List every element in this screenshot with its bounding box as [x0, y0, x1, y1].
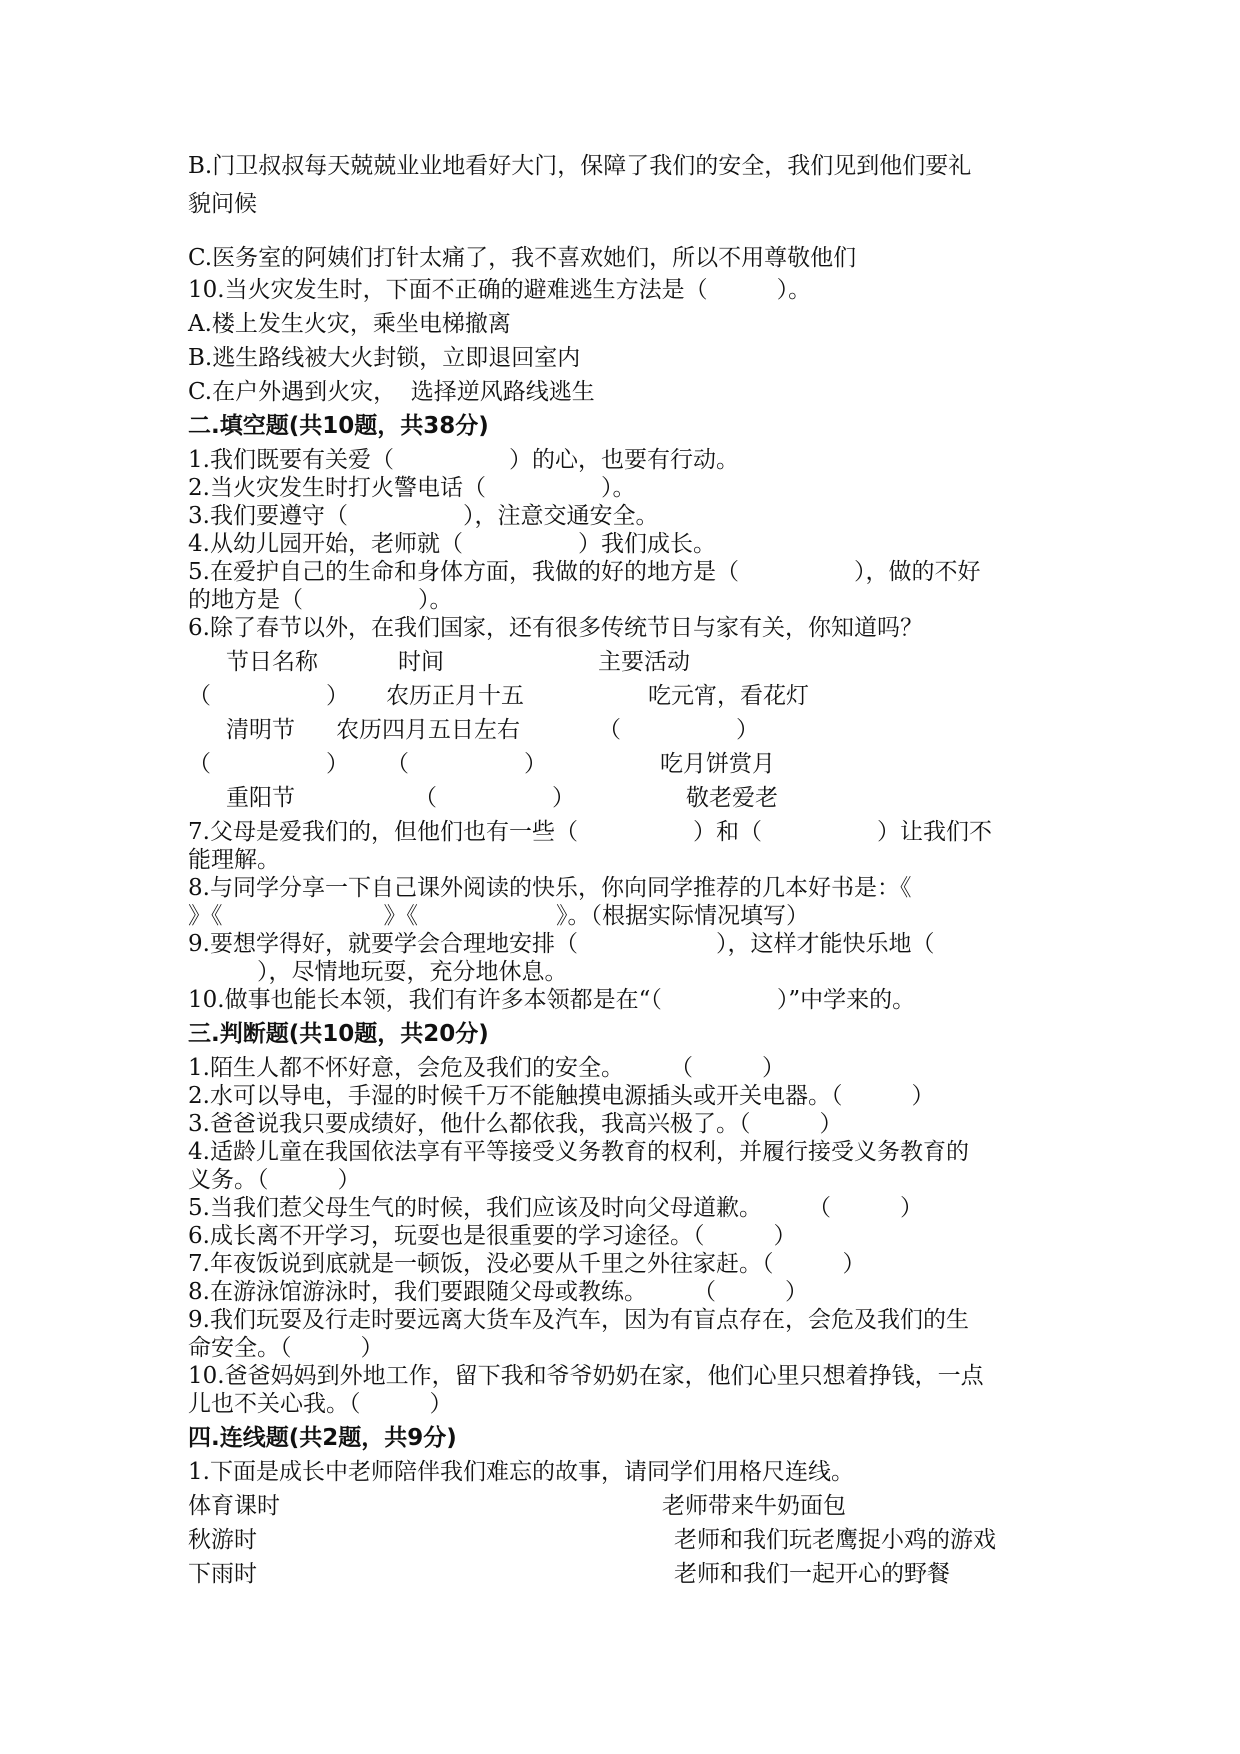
s3-q7: 7.年夜饭说到底就是一顿饭，没必要从千里之外往家赶。（ ） [188, 1251, 866, 1277]
match-right-item: 老师和我们玩老鹰捉小鸡的游戏 [674, 1527, 996, 1553]
table-header-name: 节日名称 [226, 649, 318, 675]
s3-q4-line1: 4.适龄儿童在我国依法享有平等接受义务教育的权利，并履行接受义务教育的 [188, 1139, 969, 1165]
table-header-time: 时间 [398, 649, 444, 675]
table-cell: 吃元宵，看花灯 [648, 683, 809, 709]
q10-option-b: B.逃生路线被大火封锁，立即退回室内 [188, 345, 581, 371]
match-right-item: 老师带来牛奶面包 [662, 1493, 846, 1519]
section3-title: 三.判断题(共10题，共20分) [188, 1021, 489, 1047]
q9-option-b-line2: 貌问候 [188, 191, 257, 217]
table-cell: 吃月饼赏月 [660, 751, 775, 777]
table-cell: 农历四月五日左右 [336, 717, 520, 743]
section4-title: 四.连线题(共2题，共9分) [188, 1425, 457, 1451]
s3-q6: 6.成长离不开学习，玩耍也是很重要的学习途径。（ ） [188, 1223, 797, 1249]
s2-q7-line2: 能理解。 [188, 847, 280, 873]
q9-option-b-line1: B.门卫叔叔每天兢兢业业地看好大门，保障了我们的安全，我们见到他们要礼 [188, 153, 972, 179]
q10-option-c: C.在户外遇到火灾， 选择逆风路线逃生 [188, 379, 595, 405]
match-left-item: 体育课时 [188, 1493, 280, 1519]
s2-q5-line2: 的地方是（ ）。 [188, 587, 453, 613]
s3-q10-line1: 10.爸爸妈妈到外地工作，留下我和爷爷奶奶在家，他们心里只想着挣钱，一点 [188, 1363, 984, 1389]
match-right-item: 老师和我们一起开心的野餐 [674, 1561, 950, 1587]
s2-q8-line2: 》《 》《 》。（根据实际情况填写） [188, 903, 809, 929]
s3-q10-line2: 儿也不关心我。（ ） [188, 1391, 453, 1417]
section2-title: 二.填空题(共10题，共38分) [188, 413, 489, 439]
s3-q9-line2: 命安全。（ ） [188, 1335, 384, 1361]
s3-q5: 5.当我们惹父母生气的时候，我们应该及时向父母道歉。 （ ） [188, 1195, 923, 1221]
s3-q3: 3.爸爸说我只要成绩好，他什么都依我，我高兴极了。（ ） [188, 1111, 843, 1137]
q9-option-c: C.医务室的阿姨们打针太痛了，我不喜欢她们，所以不用尊敬他们 [188, 245, 857, 271]
table-cell: （ ） [414, 785, 575, 811]
s3-q8: 8.在游泳馆游泳时，我们要跟随父母或教练。 （ ） [188, 1279, 808, 1305]
s2-q6: 6.除了春节以外，在我们国家，还有很多传统节日与家有关，你知道吗？ [188, 615, 923, 641]
table-cell: 农历正月十五 [386, 683, 524, 709]
s2-q4: 4.从幼儿园开始，老师就（ ）我们成长。 [188, 531, 716, 557]
s3-q4-line2: 义务。（ ） [188, 1167, 361, 1193]
s3-q9-line1: 9.我们玩耍及行走时要远离大货车及汽车，因为有盲点存在，会危及我们的生 [188, 1307, 969, 1333]
q10-option-a: A.楼上发生火灾，乘坐电梯撤离 [188, 311, 511, 337]
s2-q1: 1.我们既要有关爱（ ）的心，也要有行动。 [188, 447, 739, 473]
match-left-item: 秋游时 [188, 1527, 257, 1553]
s2-q9-line2: ），尽情地玩耍，充分地休息。 [188, 959, 568, 985]
table-cell: 清明节 [226, 717, 295, 743]
s2-q5-line1: 5.在爱护自己的生命和身体方面，我做的好的地方是（ ），做的不好 [188, 559, 981, 585]
s3-q1: 1.陌生人都不怀好意，会危及我们的安全。 （ ） [188, 1055, 785, 1081]
s2-q7-line1: 7.父母是爱我们的，但他们也有一些（ ）和（ ）让我们不 [188, 819, 992, 845]
s3-q2: 2.水可以导电，手湿的时候千万不能触摸电源插头或开关电器。（ ） [188, 1083, 935, 1109]
s2-q10: 10.做事也能长本领，我们有许多本领都是在“（ ）”中学来的。 [188, 987, 916, 1013]
s2-q8-line1: 8.与同学分享一下自己课外阅读的快乐，你向同学推荐的几本好书是：《 [188, 875, 912, 901]
s4-q1: 1.下面是成长中老师陪伴我们难忘的故事，请同学们用格尺连线。 [188, 1459, 854, 1485]
table-cell: （ ） [188, 683, 349, 709]
s2-q9-line1: 9.要想学得好，就要学会合理地安排（ ），这样才能快乐地（ [188, 931, 935, 957]
s2-q3: 3.我们要遵守（ ），注意交通安全。 [188, 503, 659, 529]
s2-q2: 2.当火灾发生时打火警电话（ ）。 [188, 475, 636, 501]
match-left-item: 下雨时 [188, 1561, 257, 1587]
table-cell: （ ） [386, 751, 547, 777]
table-cell: 重阳节 [226, 785, 295, 811]
table-header-activity: 主要活动 [598, 649, 690, 675]
table-cell: （ ） [598, 717, 759, 743]
table-cell: 敬老爱老 [686, 785, 778, 811]
table-cell: （ ） [188, 751, 349, 777]
q10-stem: 10.当火灾发生时，下面不正确的避难逃生方法是（ ）。 [188, 277, 812, 303]
